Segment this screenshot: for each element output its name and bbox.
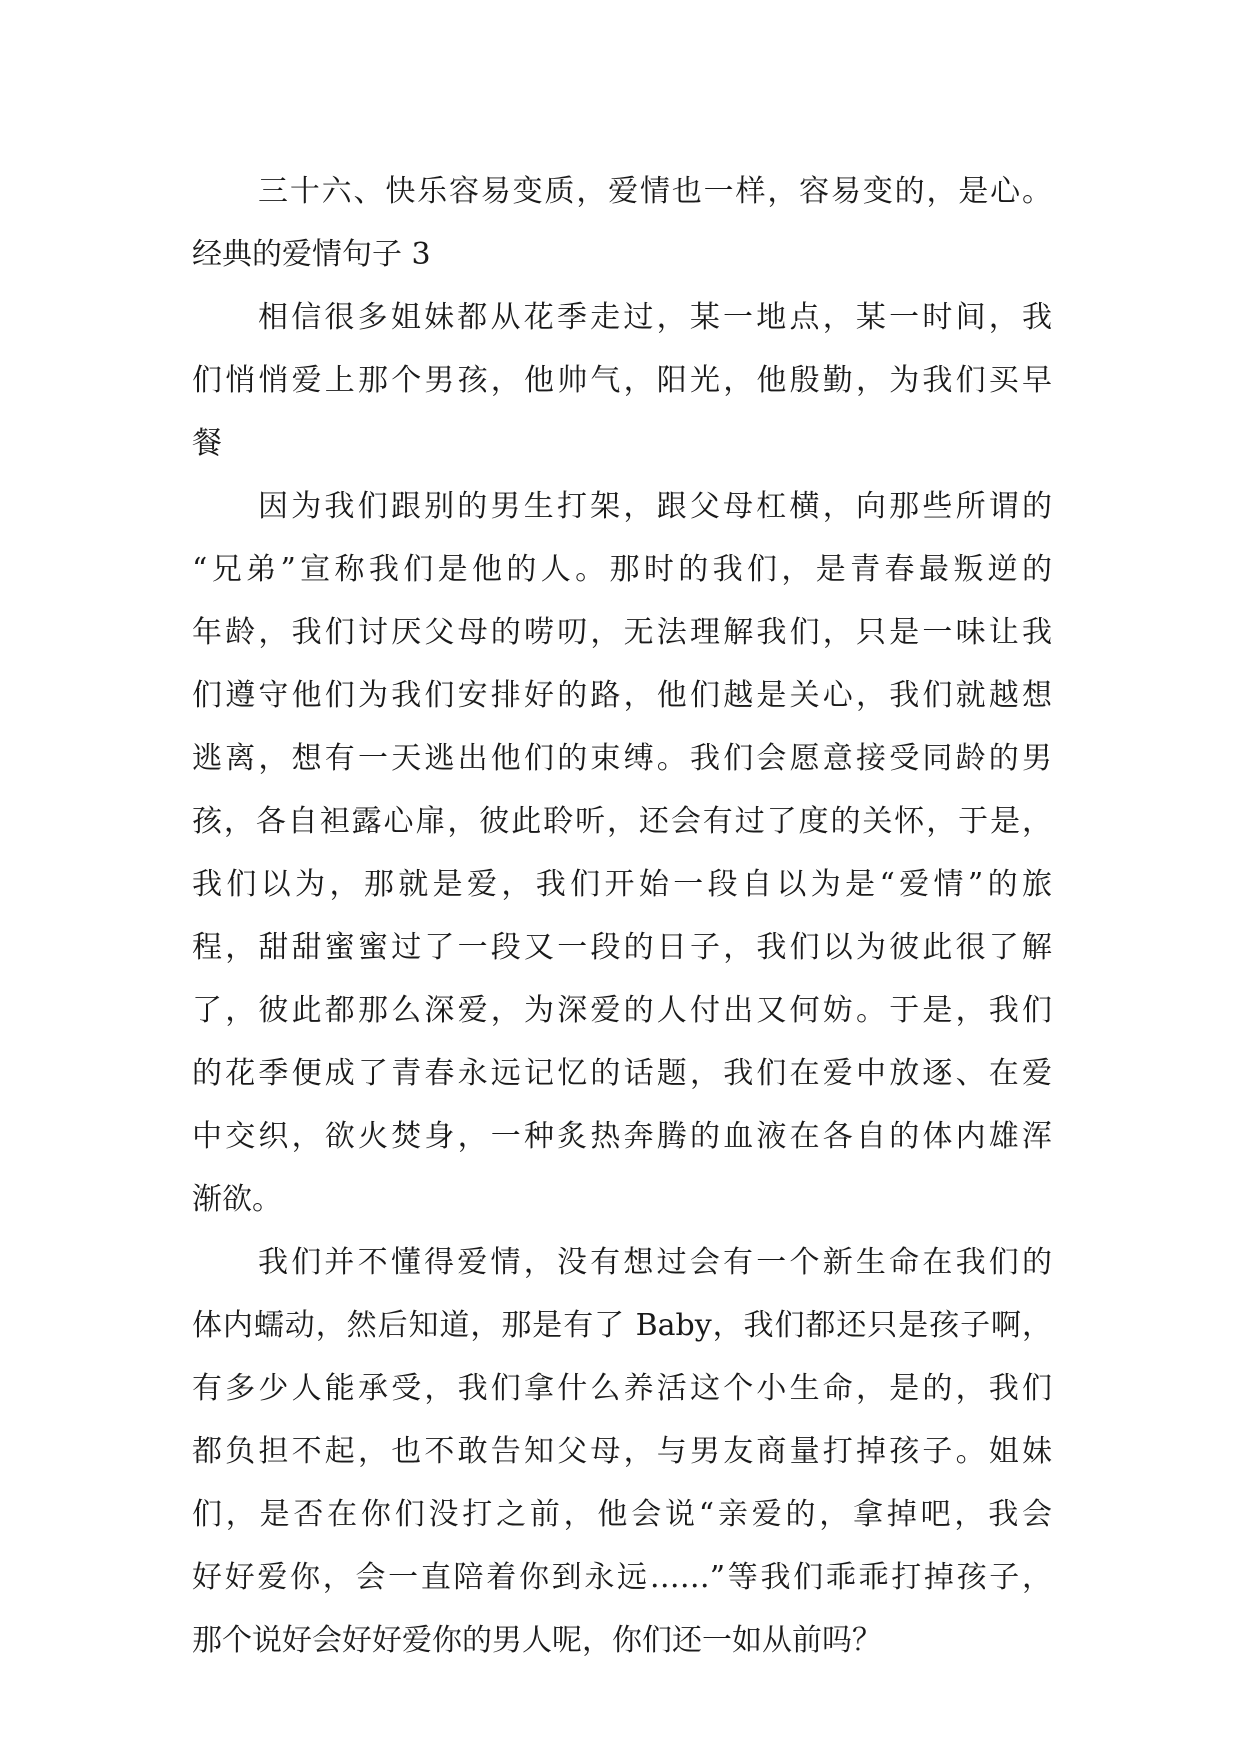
text-line: 的花季便成了青春永远记忆的话题，我们在爱中放逐、在爱 bbox=[192, 1056, 1052, 1091]
text-line: 们，是否在你们没打之前，他会说“亲爱的，拿掉吧，我会 bbox=[192, 1497, 1052, 1532]
text-line: 相信很多姐妹都从花季走过，某一地点，某一时间，我 bbox=[258, 300, 1052, 335]
text-line: 三十六、快乐容易变质，爱情也一样，容易变的，是心。 bbox=[258, 174, 1052, 209]
text-line: 中交织，欲火焚身，一种炙热奔腾的血液在各自的体内雄浑 bbox=[192, 1119, 1052, 1154]
text-line: 经典的爱情句子 3 bbox=[192, 237, 431, 272]
document-body bbox=[192, 160, 1052, 1672]
text-line: 们悄悄爱上那个男孩，他帅气，阳光，他殷勤，为我们买早 bbox=[192, 363, 1052, 398]
text-line: “兄弟”宣称我们是他的人。那时的我们，是青春最叛逆的 bbox=[192, 552, 1052, 587]
text-line: 孩，各自袒露心扉，彼此聆听，还会有过了度的关怀，于是， bbox=[192, 804, 1052, 839]
text-line: 我们并不懂得爱情，没有想过会有一个新生命在我们的 bbox=[258, 1245, 1052, 1280]
text-line: 们遵守他们为我们安排好的路，他们越是关心，我们就越想 bbox=[192, 678, 1052, 713]
text-line: 我们以为，那就是爱，我们开始一段自以为是“爱情”的旅 bbox=[192, 867, 1052, 902]
text-line: 程，甜甜蜜蜜过了一段又一段的日子，我们以为彼此很了解 bbox=[192, 930, 1052, 965]
text-line: 好好爱你，会一直陪着你到永远……”等我们乖乖打掉孩子， bbox=[192, 1560, 1052, 1595]
text-line: 体内蠕动，然后知道，那是有了 Baby，我们都还只是孩子啊， bbox=[192, 1308, 1052, 1343]
text-line: 因为我们跟别的男生打架，跟父母杠横，向那些所谓的 bbox=[258, 489, 1052, 524]
text-line: 餐 bbox=[192, 426, 222, 461]
text-line: 逃离，想有一天逃出他们的束缚。我们会愿意接受同龄的男 bbox=[192, 741, 1052, 776]
text-line: 有多少人能承受，我们拿什么养活这个小生命，是的，我们 bbox=[192, 1371, 1052, 1406]
text-line: 了，彼此都那么深爱，为深爱的人付出又何妨。于是，我们 bbox=[192, 993, 1052, 1028]
text-line: 都负担不起，也不敢告知父母，与男友商量打掉孩子。姐妹 bbox=[192, 1434, 1052, 1469]
text-line: 那个说好会好好爱你的男人呢，你们还一如从前吗？ bbox=[192, 1623, 882, 1658]
text-line: 年龄，我们讨厌父母的唠叨，无法理解我们，只是一味让我 bbox=[192, 615, 1052, 650]
text-line: 渐欲。 bbox=[192, 1182, 282, 1217]
